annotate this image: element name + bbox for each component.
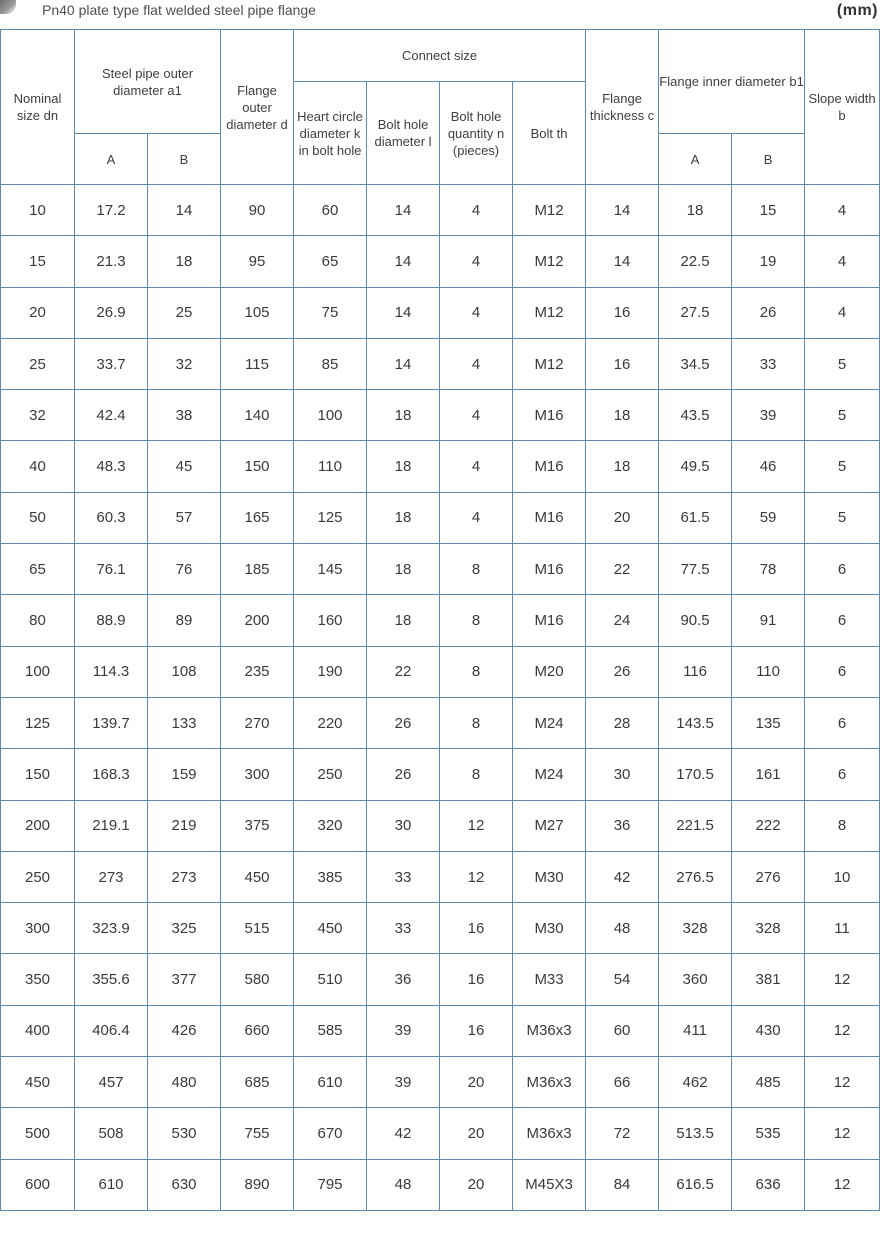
table-cell: 580 (221, 954, 294, 1005)
table-cell: 10 (1, 185, 75, 236)
table-cell: 65 (294, 236, 367, 287)
table-cell: 535 (732, 1108, 805, 1159)
table-cell: 90 (221, 185, 294, 236)
table-cell: 16 (440, 903, 513, 954)
table-cell: 610 (75, 1159, 148, 1210)
table-cell: 65 (1, 544, 75, 595)
table-cell: 39 (732, 390, 805, 441)
table-cell: 190 (294, 646, 367, 697)
table-cell: 14 (367, 185, 440, 236)
corner-logo-mark (0, 0, 16, 14)
table-cell: 46 (732, 441, 805, 492)
header-row-top (1, 30, 880, 82)
table-cell: 530 (148, 1108, 221, 1159)
table-cell: M33 (513, 954, 586, 1005)
table-cell: 510 (294, 954, 367, 1005)
table-cell: 50 (1, 492, 75, 543)
table-cell: 36 (586, 800, 659, 851)
table-cell: 4 (805, 287, 880, 338)
table-row (1, 441, 880, 492)
table-cell: 85 (294, 338, 367, 389)
table-cell: 14 (367, 236, 440, 287)
table-cell: 17.2 (75, 185, 148, 236)
table-cell: M20 (513, 646, 586, 697)
table-cell: 450 (294, 903, 367, 954)
table-cell: 33 (732, 338, 805, 389)
table-cell: 12 (805, 1159, 880, 1210)
col-steel-pipe-b: B (148, 134, 221, 185)
table-cell: 145 (294, 544, 367, 595)
table-cell: 8 (440, 595, 513, 646)
table-cell: 43.5 (659, 390, 732, 441)
table-cell: 38 (148, 390, 221, 441)
col-flange-inner-a: A (659, 134, 732, 185)
table-cell: 49.5 (659, 441, 732, 492)
table-cell: 12 (805, 1057, 880, 1108)
table-cell: 10 (805, 851, 880, 902)
table-cell: 8 (440, 749, 513, 800)
table-cell: 170.5 (659, 749, 732, 800)
table-cell: 42.4 (75, 390, 148, 441)
table-cell: 18 (367, 441, 440, 492)
table-row (1, 851, 880, 902)
table-cell: 60.3 (75, 492, 148, 543)
table-cell: 22 (586, 544, 659, 595)
table-cell: 276 (732, 851, 805, 902)
table-row (1, 544, 880, 595)
table-cell: 25 (148, 287, 221, 338)
table-cell: 6 (805, 749, 880, 800)
table-cell: M16 (513, 441, 586, 492)
table-cell: 25 (1, 338, 75, 389)
table-cell: M12 (513, 185, 586, 236)
table-cell: 14 (148, 185, 221, 236)
table-cell: 66 (586, 1057, 659, 1108)
table-cell: 250 (1, 851, 75, 902)
table-cell: 360 (659, 954, 732, 1005)
table-cell: 89 (148, 595, 221, 646)
table-cell: 15 (732, 185, 805, 236)
table-cell: 219.1 (75, 800, 148, 851)
table-cell: M24 (513, 697, 586, 748)
table-cell: 350 (1, 954, 75, 1005)
table-cell: 32 (148, 338, 221, 389)
table-cell: M12 (513, 236, 586, 287)
table-cell: 250 (294, 749, 367, 800)
table-cell: 18 (367, 390, 440, 441)
table-cell: 400 (1, 1005, 75, 1056)
table-cell: 20 (1, 287, 75, 338)
table-row (1, 954, 880, 1005)
table-cell: 20 (440, 1159, 513, 1210)
table-cell: 45 (148, 441, 221, 492)
table-cell: 72 (586, 1108, 659, 1159)
table-cell: 125 (294, 492, 367, 543)
table-cell: 276.5 (659, 851, 732, 902)
table-cell: 4 (440, 287, 513, 338)
table-cell: 430 (732, 1005, 805, 1056)
table-cell: 125 (1, 697, 75, 748)
table-cell: 610 (294, 1057, 367, 1108)
table-cell: 84 (586, 1159, 659, 1210)
table-cell: 105 (221, 287, 294, 338)
table-cell: 26.9 (75, 287, 148, 338)
col-steel-pipe-a: A (75, 134, 148, 185)
col-flange-outer-diameter: Flange outer diameter d (221, 30, 294, 185)
table-cell: 235 (221, 646, 294, 697)
table-cell: 220 (294, 697, 367, 748)
table-cell: 273 (75, 851, 148, 902)
table-cell: 4 (440, 236, 513, 287)
col-flange-inner-diameter: Flange inner diameter b1 (659, 30, 805, 134)
table-cell: M30 (513, 851, 586, 902)
table-cell: 54 (586, 954, 659, 1005)
table-cell: 22.5 (659, 236, 732, 287)
table-cell: 30 (586, 749, 659, 800)
table-cell: 5 (805, 390, 880, 441)
table-cell: M36x3 (513, 1005, 586, 1056)
table-cell: 375 (221, 800, 294, 851)
col-flange-inner-b: B (732, 134, 805, 185)
table-cell: 32 (1, 390, 75, 441)
table-cell: 33.7 (75, 338, 148, 389)
table-cell: 616.5 (659, 1159, 732, 1210)
table-cell: 60 (586, 1005, 659, 1056)
table-cell: M16 (513, 390, 586, 441)
table-cell: 8 (805, 800, 880, 851)
table-cell: 4 (440, 185, 513, 236)
table-cell: 100 (294, 390, 367, 441)
table-cell: 323.9 (75, 903, 148, 954)
table-cell: 15 (1, 236, 75, 287)
table-cell: 100 (1, 646, 75, 697)
table-cell: 4 (440, 390, 513, 441)
table-cell: 485 (732, 1057, 805, 1108)
table-cell: 18 (367, 544, 440, 595)
table-cell: 110 (294, 441, 367, 492)
table-cell: 328 (732, 903, 805, 954)
table-cell: 48 (367, 1159, 440, 1210)
col-connect-size: Connect size (294, 30, 586, 82)
table-cell: 320 (294, 800, 367, 851)
table-cell: 450 (221, 851, 294, 902)
table-cell: 33 (367, 851, 440, 902)
table-cell: 5 (805, 441, 880, 492)
table-cell: 300 (221, 749, 294, 800)
table-cell: 16 (586, 287, 659, 338)
table-cell: 88.9 (75, 595, 148, 646)
table-cell: 8 (440, 697, 513, 748)
unit-label: (mm) (836, 2, 878, 19)
table-cell: 480 (148, 1057, 221, 1108)
table-cell: 11 (805, 903, 880, 954)
table-cell: 755 (221, 1108, 294, 1159)
table-row (1, 390, 880, 441)
table-cell: 18 (367, 492, 440, 543)
table-cell: M12 (513, 338, 586, 389)
table-cell: 139.7 (75, 697, 148, 748)
table-cell: 457 (75, 1057, 148, 1108)
table-row (1, 1057, 880, 1108)
table-cell: 39 (367, 1057, 440, 1108)
table-cell: 14 (586, 185, 659, 236)
table-cell: 5 (805, 338, 880, 389)
table-cell: 4 (805, 236, 880, 287)
table-cell: 75 (294, 287, 367, 338)
table-cell: 200 (1, 800, 75, 851)
table-row (1, 1108, 880, 1159)
table-cell: 406.4 (75, 1005, 148, 1056)
table-cell: 161 (732, 749, 805, 800)
table-cell: 12 (440, 851, 513, 902)
table-cell: 12 (805, 954, 880, 1005)
table-cell: 273 (148, 851, 221, 902)
table-cell: 135 (732, 697, 805, 748)
col-bolt-thread: Bolt th (513, 82, 586, 185)
table-cell: 26 (367, 697, 440, 748)
table-cell: 30 (367, 800, 440, 851)
table-cell: 795 (294, 1159, 367, 1210)
table-cell: 325 (148, 903, 221, 954)
table-cell: 4 (440, 441, 513, 492)
col-nominal-size: Nominal size dn (1, 30, 75, 185)
table-cell: 60 (294, 185, 367, 236)
table-header (1, 30, 880, 185)
table-cell: 16 (586, 338, 659, 389)
table-cell: 19 (732, 236, 805, 287)
table-row (1, 903, 880, 954)
table-cell: 381 (732, 954, 805, 1005)
table-cell: 59 (732, 492, 805, 543)
table-cell: 5 (805, 492, 880, 543)
table-row (1, 1159, 880, 1210)
table-cell: 91 (732, 595, 805, 646)
table-cell: 26 (367, 749, 440, 800)
table-cell: 8 (440, 646, 513, 697)
table-row (1, 646, 880, 697)
table-cell: M16 (513, 492, 586, 543)
table-cell: 18 (586, 441, 659, 492)
table-cell: 670 (294, 1108, 367, 1159)
table-cell: 8 (440, 544, 513, 595)
table-cell: 18 (659, 185, 732, 236)
table-cell: 33 (367, 903, 440, 954)
table-cell: M45X3 (513, 1159, 586, 1210)
table-cell: 77.5 (659, 544, 732, 595)
table-row (1, 287, 880, 338)
table-cell: M27 (513, 800, 586, 851)
table-cell: 20 (440, 1057, 513, 1108)
table-row (1, 492, 880, 543)
table-cell: 28 (586, 697, 659, 748)
table-cell: 450 (1, 1057, 75, 1108)
table-cell: 20 (440, 1108, 513, 1159)
table-cell: 80 (1, 595, 75, 646)
table-row (1, 1005, 880, 1056)
table-cell: 462 (659, 1057, 732, 1108)
table-cell: 168.3 (75, 749, 148, 800)
col-steel-pipe-outer-diameter: Steel pipe outer diameter a1 (75, 30, 221, 134)
table-cell: 95 (221, 236, 294, 287)
table-cell: 14 (367, 287, 440, 338)
col-slope-width: Slope width b (805, 30, 880, 185)
table-cell: 20 (586, 492, 659, 543)
table-cell: 513.5 (659, 1108, 732, 1159)
table-cell: 115 (221, 338, 294, 389)
col-bolt-hole-quantity: Bolt hole quantity n (pieces) (440, 82, 513, 185)
table-row (1, 697, 880, 748)
table-cell: 48.3 (75, 441, 148, 492)
table-cell: 143.5 (659, 697, 732, 748)
table-row (1, 595, 880, 646)
table-cell: 108 (148, 646, 221, 697)
table-cell: 21.3 (75, 236, 148, 287)
table-cell: 6 (805, 697, 880, 748)
table-cell: 34.5 (659, 338, 732, 389)
table-cell: 61.5 (659, 492, 732, 543)
col-heart-circle-diameter: Heart circle diameter k in bolt hole (294, 82, 367, 185)
table-cell: 18 (148, 236, 221, 287)
table-cell: 500 (1, 1108, 75, 1159)
table-cell: 685 (221, 1057, 294, 1108)
table-cell: 300 (1, 903, 75, 954)
table-cell: 221.5 (659, 800, 732, 851)
table-cell: 36 (367, 954, 440, 1005)
table-cell: 40 (1, 441, 75, 492)
col-flange-thickness: Flange thickness c (586, 30, 659, 185)
table-cell: 159 (148, 749, 221, 800)
table-cell: 6 (805, 646, 880, 697)
table-row (1, 800, 880, 851)
table-cell: 133 (148, 697, 221, 748)
table-cell: 385 (294, 851, 367, 902)
table-cell: 219 (148, 800, 221, 851)
table-cell: M30 (513, 903, 586, 954)
table-cell: 6 (805, 544, 880, 595)
page-title: Pn40 plate type flat welded steel pipe flange (42, 2, 316, 18)
title-bar (0, 0, 880, 26)
table-cell: 12 (440, 800, 513, 851)
table-cell: 355.6 (75, 954, 148, 1005)
table-cell: 18 (586, 390, 659, 441)
table-cell: 116 (659, 646, 732, 697)
table-cell: 90.5 (659, 595, 732, 646)
table-cell: 27.5 (659, 287, 732, 338)
table-cell: 16 (440, 1005, 513, 1056)
table-cell: 150 (221, 441, 294, 492)
table-cell: 114.3 (75, 646, 148, 697)
table-row (1, 338, 880, 389)
table-cell: M36x3 (513, 1057, 586, 1108)
table-cell: 76 (148, 544, 221, 595)
table-cell: 636 (732, 1159, 805, 1210)
table-cell: 26 (586, 646, 659, 697)
table-cell: 76.1 (75, 544, 148, 595)
table-cell: 78 (732, 544, 805, 595)
table-cell: 270 (221, 697, 294, 748)
table-cell: 4 (805, 185, 880, 236)
table-cell: 585 (294, 1005, 367, 1056)
table-cell: 4 (440, 492, 513, 543)
table-cell: 165 (221, 492, 294, 543)
table-cell: 377 (148, 954, 221, 1005)
table-cell: 426 (148, 1005, 221, 1056)
table-cell: 39 (367, 1005, 440, 1056)
table-body (1, 185, 880, 1211)
table-cell: 26 (732, 287, 805, 338)
table-cell: 508 (75, 1108, 148, 1159)
table-cell: 12 (805, 1005, 880, 1056)
flange-spec-table (0, 29, 880, 1211)
table-cell: 411 (659, 1005, 732, 1056)
col-bolt-hole-diameter: Bolt hole diameter l (367, 82, 440, 185)
table-row (1, 236, 880, 287)
table-cell: 14 (586, 236, 659, 287)
table-cell: 14 (367, 338, 440, 389)
table-cell: 4 (440, 338, 513, 389)
table-cell: 12 (805, 1108, 880, 1159)
table-cell: 200 (221, 595, 294, 646)
table-cell: 222 (732, 800, 805, 851)
table-cell: M16 (513, 595, 586, 646)
table-cell: 160 (294, 595, 367, 646)
table-row (1, 749, 880, 800)
table-cell: 185 (221, 544, 294, 595)
table-cell: 150 (1, 749, 75, 800)
table-cell: 24 (586, 595, 659, 646)
table-cell: 16 (440, 954, 513, 1005)
table-cell: 6 (805, 595, 880, 646)
table-cell: 18 (367, 595, 440, 646)
table-cell: 48 (586, 903, 659, 954)
table-cell: 328 (659, 903, 732, 954)
table-cell: M36x3 (513, 1108, 586, 1159)
table-cell: 600 (1, 1159, 75, 1210)
table-cell: 140 (221, 390, 294, 441)
table-cell: 42 (367, 1108, 440, 1159)
table-cell: M16 (513, 544, 586, 595)
table-cell: 42 (586, 851, 659, 902)
table-cell: M12 (513, 287, 586, 338)
table-cell: 630 (148, 1159, 221, 1210)
table-cell: 22 (367, 646, 440, 697)
table-cell: 660 (221, 1005, 294, 1056)
table-row (1, 185, 880, 236)
table-cell: 515 (221, 903, 294, 954)
table-cell: 110 (732, 646, 805, 697)
table-cell: 57 (148, 492, 221, 543)
table-cell: M24 (513, 749, 586, 800)
table-cell: 890 (221, 1159, 294, 1210)
